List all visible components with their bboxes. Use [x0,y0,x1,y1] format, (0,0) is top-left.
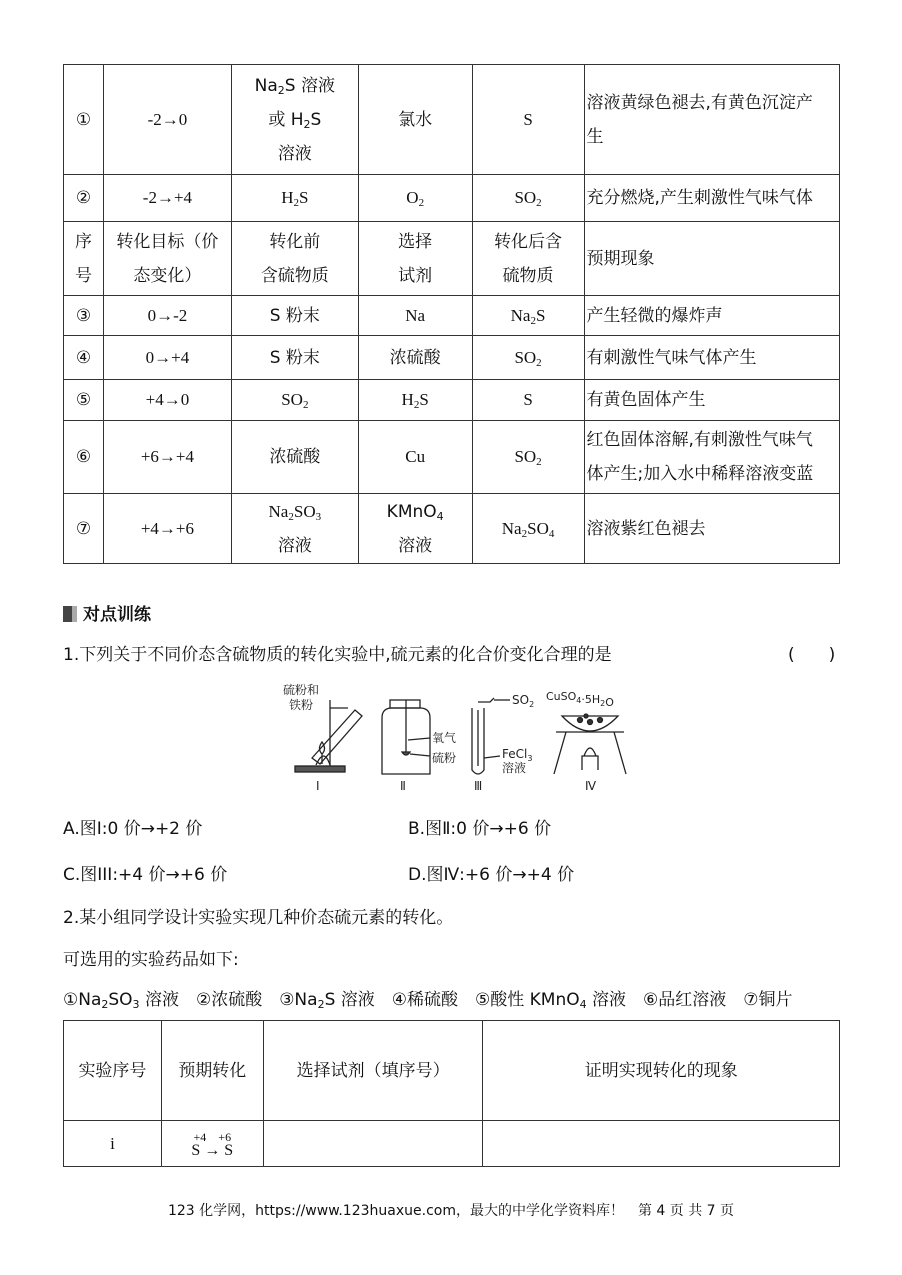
label-I-2: 铁粉 [289,698,314,712]
text: 体产生;加入水中稀释溶液变蓝 [586,464,814,484]
sulfur-substance-after: $Na_2SO_4$ [472,494,584,564]
header-cell: 转化前 含硫物质 [231,222,358,296]
page-footer: 123 化学网，https://www.123huaxue.com，最大的中学化学资料库！ 第 4 页 共 7 页 [167,1203,735,1219]
reagent: $O_2$ [358,175,472,222]
numeral-IV: Ⅳ [585,779,597,793]
numeral-III: Ⅲ [474,779,483,793]
reagent: $H_2S$ [358,380,472,421]
sulfur-substance-before: $H_2S$ [231,175,358,222]
valence-change: +4→0 [103,380,231,421]
row-number: ⑦ [64,494,104,564]
reagent-answer-cell[interactable] [263,1121,483,1167]
row-number: ⑤ [64,380,104,421]
header-cell: 选择试剂 [358,222,472,296]
apparatus-III [472,693,534,793]
sulfur-conversion-table [63,64,840,564]
option-b[interactable]: B.图Ⅱ:0 价→+6 价 [408,819,552,839]
apparatus-II [382,700,456,793]
valence-change: +6→+4 [103,421,231,494]
label-II-2: 硫粉 [432,751,457,765]
reagent: Cu [358,421,472,494]
valence-change: 0→-2 [103,296,231,336]
heading-marker-icon [72,606,77,622]
expected-phenomenon: 充分燃烧,产生刺激性气味气体 [584,175,839,222]
sulfur-substance-after: S [472,380,584,421]
table-row [64,1121,840,1167]
sulfur-substance-before: S 粉末 [231,296,358,336]
text: 溶液 [277,143,312,164]
text: 生 [586,126,604,147]
reagent: KMnO$_4$ 溶液 [358,494,472,564]
sulfur-substance-after: $SO_2$ [472,175,584,222]
reagent-list: $①Na_2SO_3$ 溶液 ②浓硫酸 $③Na_2S$ 溶液 ④稀硫酸 ⑤酸性 KMnO$_4$ 溶液 ⑥品红溶液 ⑦铜片 [63,990,793,1011]
header-cell: 选择试剂（填序号） [263,1021,483,1121]
row-number: ① [64,65,104,175]
sulfur-substance-after: $SO_2$ [472,336,584,380]
table-row [64,421,840,494]
label-IV: $CuSO_4\cdot 5H_2O$ [546,690,614,709]
expected-conversion [161,1121,263,1167]
row-number: ③ [64,296,104,336]
heading-marker-icon [63,606,72,622]
conversion-formula: S → S [191,1141,234,1159]
table-row [64,296,840,336]
table-row [64,380,840,421]
sulfur-substance-before [231,65,358,175]
table-row [64,336,840,380]
option-a[interactable]: A.图Ⅰ:0 价→+2 价 [63,819,203,839]
row-number: ⑥ [64,421,104,494]
expected-phenomenon: 产生轻微的爆炸声 [584,296,839,336]
header-cell: 序号 [64,222,104,296]
expected-phenomenon: 溶液紫红色褪去 [584,494,839,564]
option-c[interactable]: C.图III:+4 价→+6 价 [63,865,228,885]
sulfur-substance-after: S [472,65,584,175]
expected-phenomenon: 有黄色固体产生 [584,380,839,421]
sulfur-substance-before: 浓硫酸 [231,421,358,494]
table-row [64,65,840,175]
table-header-row [64,222,840,296]
apparatus-figure [270,680,640,795]
question-2-intro: 可选用的实验药品如下: [63,950,239,970]
answer-bracket: ( ) [788,645,836,665]
valence-change: +4→+6 [103,494,231,564]
text: 溶液黄绿色褪去,有黄色沉淀产 [586,92,813,113]
valence-change: 0→+4 [103,336,231,380]
formula: $Na_2SO_3$ [268,501,322,523]
header-cell: 实验序号 [64,1021,162,1121]
expected-phenomenon: 有刺激性气味气体产生 [584,336,839,380]
table-row [64,494,840,564]
section-heading [63,600,151,625]
reagent: 浓硫酸 [358,336,472,380]
header-cell: 转化后含硫物质 [472,222,584,296]
reagent: Na [358,296,472,336]
label-III-gas: $SO_2$ [512,693,535,709]
section-title: 对点训练 [83,605,151,625]
question-1-stem: 1.下列关于不同价态含硫物质的转化实验中,硫元素的化合价变化合理的是 [63,645,612,665]
formula: 或 $H_2S$ [268,109,322,131]
header-cell: 预期现象 [584,222,839,296]
experiment-number: i [64,1121,162,1167]
phenomenon-answer-cell[interactable] [483,1121,840,1167]
numeral-I: Ⅰ [316,779,320,793]
row-number: ④ [64,336,104,380]
charge-labels: +4 +6 [193,1129,232,1144]
sulfur-substance-before: S 粉末 [231,336,358,380]
text: 溶液 [277,535,312,556]
apparatus-I [283,682,362,793]
label-III-1: FeCl$_3$ [502,747,533,763]
valence-change: -2→+4 [103,175,231,222]
label-III-2: 溶液 [502,761,527,775]
reagent: 氯水 [358,65,472,175]
header-cell: 预期转化 [161,1021,263,1121]
valence-change: -2→0 [103,65,231,175]
text: 红色固体溶解,有刺激性气味气 [586,430,813,450]
header-cell: 转化目标（价态变化） [103,222,231,296]
row-number: ② [64,175,104,222]
question-2-stem: 2.某小组同学设计实验实现几种价态硫元素的转化。 [63,908,454,928]
label-I-1: 硫粉和 [283,683,320,697]
apparatus-IV [546,690,626,793]
sulfur-substance-before [231,494,358,564]
sulfur-substance-after: $SO_2$ [472,421,584,494]
sulfur-substance-after: $Na_2S$ [472,296,584,336]
expected-phenomenon [584,421,839,494]
label-II-1: 氧气 [432,731,457,745]
sulfur-substance-before: $SO_2$ [231,380,358,421]
experiment-table [63,1020,840,1167]
formula: $Na_2S$ 溶液 [254,75,335,97]
header-cell: 证明实现转化的现象 [483,1021,840,1121]
table-row [64,175,840,222]
table-header-row [64,1021,840,1121]
numeral-II: Ⅱ [400,779,406,793]
expected-phenomenon [584,65,839,175]
option-d[interactable]: D.图Ⅳ:+6 价→+4 价 [408,865,575,885]
